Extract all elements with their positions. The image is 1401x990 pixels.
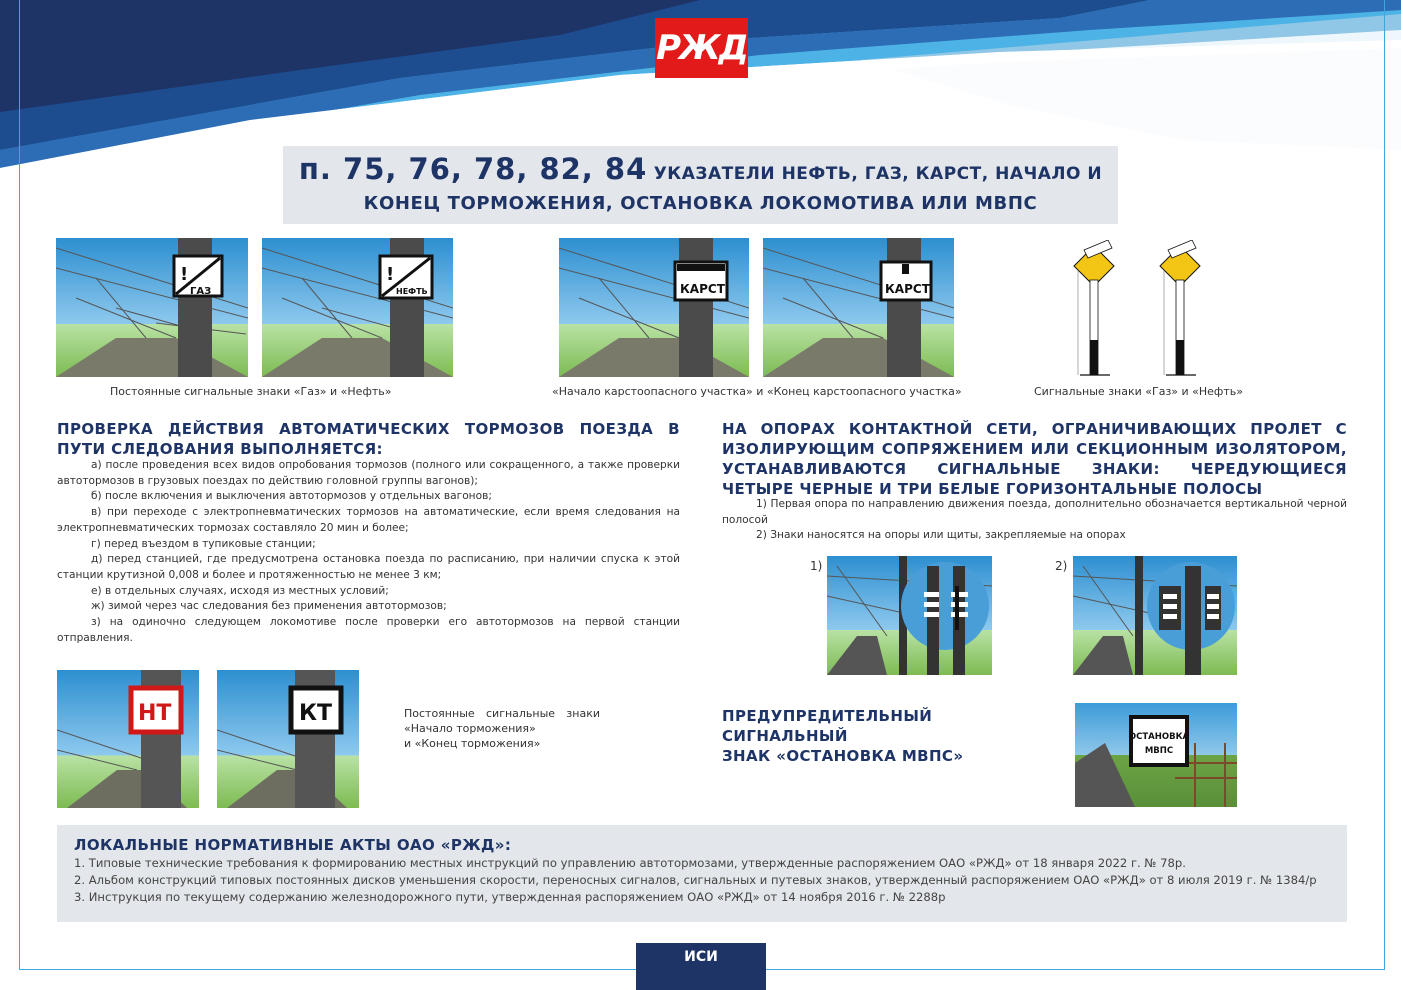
list-item: 2. Альбом конструкций типовых постоянных дисков уменьшения скорости, переносных сигналов, сигнальных и путевых знаков, утвержденный распоряжением ОАО «РЖД» от 8 июля 2019 г. № 1384/р bbox=[74, 873, 1317, 887]
svg-text:КТ: КТ bbox=[299, 701, 332, 726]
photo-gas-sign bbox=[56, 238, 248, 377]
rzd-logo: РЖД bbox=[655, 18, 748, 78]
list-item: ж) зимой через час следования без применения автотормозов; bbox=[91, 600, 447, 613]
regulations-list bbox=[74, 855, 1330, 906]
svg-text:КАРСТ: КАРСТ bbox=[680, 282, 725, 296]
list-item: 1. Типовые технические требования к формированию местных инструкций по управлению автотормозами, утвержденные распоряжением ОАО «РЖД» от 18 января 2022 г. № 78р. bbox=[74, 856, 1186, 870]
list-item: 1) Первая опора по направлению движения поезда, дополнительно обозначается вертикальной черной полосой bbox=[722, 498, 1347, 526]
svg-text:!: ! bbox=[386, 264, 395, 285]
catenary-signs-list bbox=[722, 497, 1347, 544]
list-item: д) перед станцией, где предусмотрена остановка поезда по расписанию, при наличии спуска к этой станции крутизной 0,008 и более и протяженностью не менее 3 км; bbox=[57, 553, 680, 581]
drawing-post-2 bbox=[1160, 240, 1200, 375]
svg-text:МВПС: МВПС bbox=[1144, 746, 1174, 756]
photo-karst-start-sign bbox=[559, 238, 749, 377]
warning-sign-heading: ПРЕДУПРЕДИТЕЛЬНЫЙ СИГНАЛЬНЫЙ ЗНАК «ОСТАНОВКА МВПС» bbox=[722, 707, 964, 765]
page-title bbox=[283, 146, 1118, 224]
brake-check-list bbox=[57, 458, 680, 646]
photo-kt-sign bbox=[217, 670, 359, 808]
list-item: е) в отдельных случаях, исходя из местных условий; bbox=[91, 584, 389, 597]
list-item: в) при переходе с электропневматических тормозов на автоматические, если время следования на электропневматических тормозах составляло 20 мин и более; bbox=[57, 506, 680, 534]
figure-2-label: 2) bbox=[1055, 559, 1068, 573]
list-item: 3. Инструкция по текущему содержанию железнодорожного пути, утвержденная распоряжением ОАО «РЖД» от 14 ноября 2016 г. № 2288р bbox=[74, 890, 946, 904]
photo-catenary-sign-1 bbox=[827, 556, 992, 675]
svg-text:ОСТАНОВКА: ОСТАНОВКА bbox=[1128, 732, 1190, 742]
caption-karst: «Начало карстоопасного участка» и «Конец карстоопасного участка» bbox=[552, 385, 962, 398]
figure-1-label: 1) bbox=[810, 559, 823, 573]
photo-stop-mvps-sign bbox=[1075, 703, 1237, 807]
photo-nt-sign bbox=[57, 670, 199, 808]
list-item: г) перед въездом в тупиковые станции; bbox=[91, 537, 316, 550]
regulations-panel bbox=[57, 825, 1347, 922]
list-item: б) после включения и выключения автотормозов у отдельных вагонов; bbox=[91, 490, 492, 503]
title-item-numbers: п. 75, 76, 78, 82, 84 bbox=[298, 152, 648, 186]
svg-text:КАРСТ: КАРСТ bbox=[885, 282, 930, 296]
caption-braking-signs: Постоянные сигнальные знаки «Начало торможения» и «Конец торможения» bbox=[404, 707, 600, 750]
list-item: 2) Знаки наносятся на опоры или щиты, закрепляемые на опорах bbox=[756, 529, 1126, 542]
svg-text:!: ! bbox=[180, 264, 189, 285]
footer-line-right bbox=[780, 969, 1385, 970]
photo-oil-sign bbox=[262, 238, 453, 377]
drawing-gas-oil-dimensions bbox=[1050, 240, 1230, 380]
catenary-signs-heading: НА ОПОРАХ КОНТАКТНОЙ СЕТИ, ОГРАНИЧИВАЮЩИХ ПРОЛЕТ С ИЗОЛИРУЮЩИМ СОПРЯЖЕНИЕМ ИЛИ СЕКЦИОННЫМ ИЗОЛЯТОРОМ, УСТАНАВЛИВАЮТСЯ СИГНАЛЬНЫЕ ЗНАКИ: ЧЕРЕДУЮЩИЕСЯ ЧЕТЫРЕ ЧЕРНЫЕ И ТРИ БЕЛЫЕ ГОРИЗОНТАЛЬНЫЕ ПОЛОСЫ bbox=[722, 420, 1347, 498]
title-line2: КОНЕЦ ТОРМОЖЕНИЯ, ОСТАНОВКА ЛОКОМОТИВА ИЛИ МВПС bbox=[363, 193, 1038, 214]
photo-catenary-sign-2 bbox=[1073, 556, 1237, 675]
list-item: з) на одиночно следующем локомотиве после проверки его автотормозов на первой станции отправления. bbox=[57, 616, 680, 644]
caption-gas-oil-drawing: Сигнальные знаки «Газ» и «Нефть» bbox=[1034, 385, 1243, 398]
svg-text:НТ: НТ bbox=[138, 701, 172, 726]
svg-text:НЕФТЬ: НЕФТЬ bbox=[396, 287, 428, 296]
photo-karst-end-sign bbox=[763, 238, 954, 377]
title-line1: УКАЗАТЕЛИ НЕФТЬ, ГАЗ, КАРСТ, НАЧАЛО И bbox=[653, 164, 1103, 184]
footer-line-left bbox=[19, 969, 617, 970]
caption-gas-oil: Постоянные сигнальные знаки «Газ» и «Нефть» bbox=[110, 385, 392, 398]
regulations-heading: ЛОКАЛЬНЫЕ НОРМАТИВНЫЕ АКТЫ ОАО «РЖД»: bbox=[74, 836, 512, 854]
brake-check-heading: ПРОВЕРКА ДЕЙСТВИЯ АВТОМАТИЧЕСКИХ ТОРМОЗОВ ПОЕЗДА В ПУТИ СЛЕДОВАНИЯ ВЫПОЛНЯЕТСЯ: bbox=[57, 420, 680, 458]
svg-text:ГАЗ: ГАЗ bbox=[190, 286, 212, 297]
drawing-post-1 bbox=[1074, 240, 1114, 375]
list-item: а) после проведения всех видов опробования тормозов (полного или сокращенного, а также проверки автотормозов в грузовых поездах по действию головной группы вагонов); bbox=[57, 459, 680, 487]
footer-badge: ИСИ bbox=[636, 943, 766, 990]
